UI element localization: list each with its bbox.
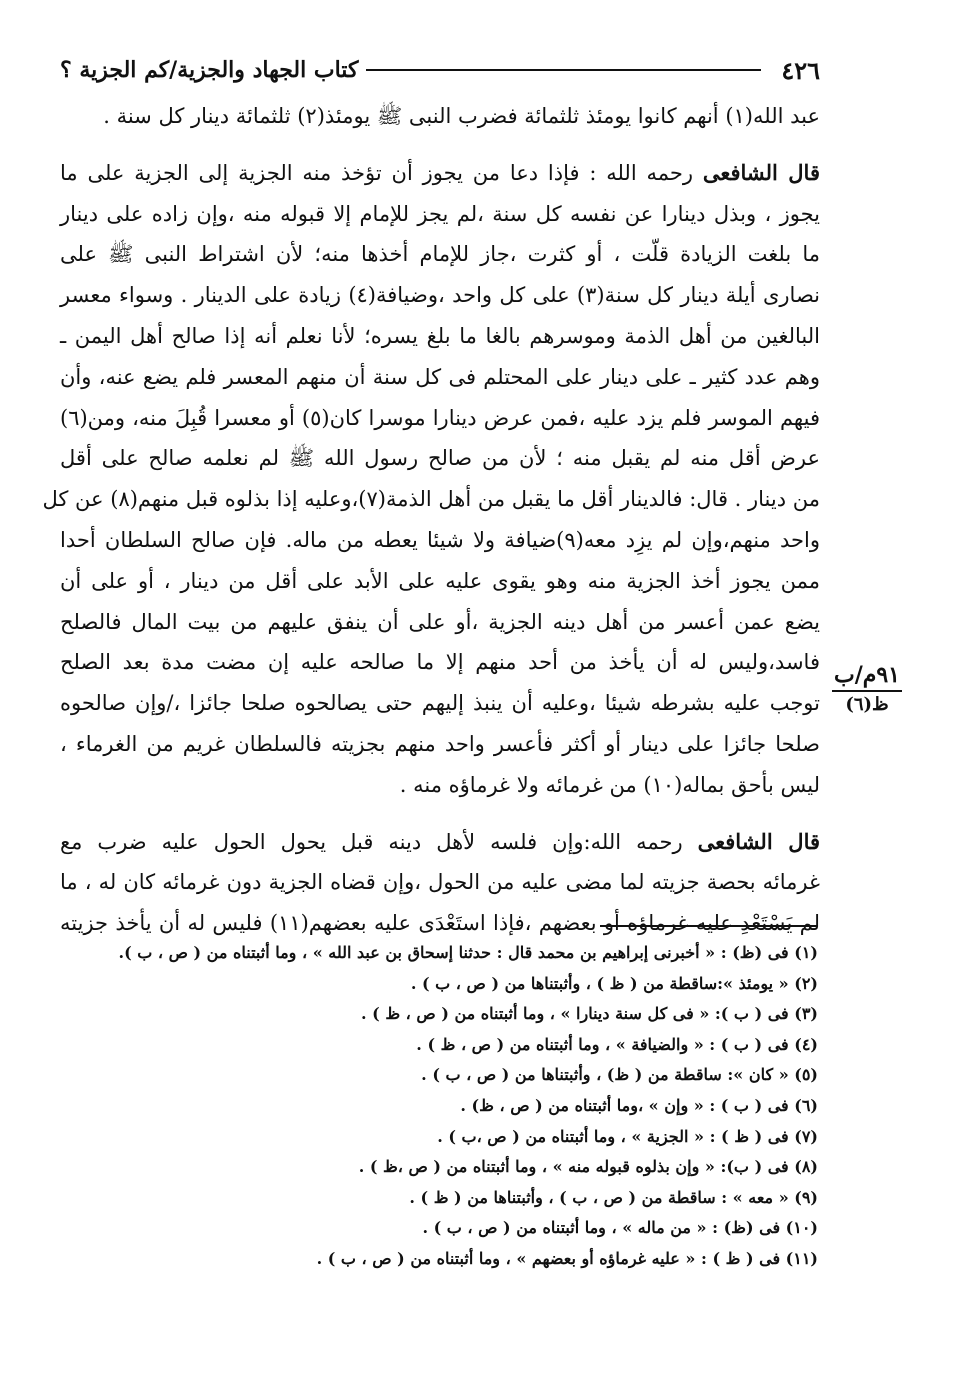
text-line: البالغين من أهل الذمة وموسرهم بالغا ما بلغ يسره؛ لأنا نعلم أنه إذا صالح أهل اليمن ـ bbox=[60, 323, 820, 348]
text-line: يجوز ، وبذل دينارا عن نفسه كل سنة ،لم يجز للإمام إلا قبوله منه ،وإن زاده على دينار bbox=[60, 201, 820, 226]
footnote: (٦) فى ( ب ) : « وإن » ،وما أثبتناه من ( ص ، ظ) . bbox=[460, 1095, 818, 1115]
text-fragment: رحمه الله:وإن فلسه لأهل دينه قبل يحول الحول عليه ضرب مع bbox=[60, 829, 683, 854]
running-title: كتاب الجهاد والجزية/كم الجزية ؟ bbox=[60, 57, 359, 83]
speaker-label: قال الشافعى bbox=[702, 159, 820, 185]
speaker-label: قال الشافعى bbox=[697, 828, 820, 854]
footnote: (٩) « معه » : ساقطة من ( ص ، ب ) ، وأثبتناها من ( ظ ) . bbox=[409, 1187, 818, 1207]
text-line: ممن يجوز أخذ الجزية منه وهو يقوى عليه على الأبد على أقل من دينار ، أو على أن bbox=[60, 568, 820, 593]
footnote: (٤) فى ( ب ) : « والضيافة » ، وما أثبتناه من ( ص ، ظ ) . bbox=[416, 1034, 818, 1054]
text-line: يضع عمن أعسر من أهل دينه الجزية ،أو على أن ينفق عليهم من بيت المال فالصلح bbox=[60, 609, 820, 634]
footnote: (٢) « يومئذ »:ساقطة من ( ظ ) ، وأثبتناها من ( ص ، ب ) . bbox=[410, 973, 818, 993]
text-line bbox=[60, 153, 820, 194]
text-line: نصارى أيلة دينار كل سنة(٣) على كل واحد ،وضيافة(٤) زيادة على الدينار . وسواء معسر bbox=[60, 283, 820, 308]
footnote: (٨) فى ( ب): « وإن بذلوه قبوله منه » ، وما أثبتناه من ( ص ،ظ ) . bbox=[358, 1157, 818, 1177]
text-line bbox=[60, 822, 820, 863]
text-line: فاسد،وليس له أن يأخذ من أحد منهم إلا ما صالحه عليه إن مضت مدة بعد الصلح bbox=[60, 650, 820, 675]
footnote: (١٠) فى (ظ) : « من ماله » ، وما أثبتناه من ( ص ، ب ) . bbox=[422, 1218, 818, 1238]
text-line: صلحا جائزا على دينار أو أكثر فأعسر واحد منهم بجزيته فالسلطان غريم من الغرماء ، bbox=[60, 731, 820, 756]
text-line: غرمائه بحصة جزيته لما مضى عليه من الحول ،وإن قضاه الجزية دون غرمائه كان له ، ما bbox=[60, 870, 820, 895]
text-line: من دينار . قال: فالدينار أقل ما يقبل من أهل الذمة(٧)،وعليه إذا بذلوه قبل منهم(٨) عن كل bbox=[42, 487, 820, 512]
text-line: واحد منهم،وإن لم يزِد معه(٩)ضيافة ولا شيئا يعطه من ماله. فإن صالح السلطان أحدا bbox=[60, 527, 821, 552]
footnotes bbox=[60, 938, 818, 1275]
paragraph-gap bbox=[60, 137, 820, 153]
footnote-separator bbox=[600, 925, 818, 927]
text-line: توجب عليه بشرطه شيئا ،وعليه أن ينبذ إليهم حتى يصالحوه صلحا جائزا ،/وإن صالحوه bbox=[60, 691, 820, 716]
main-text bbox=[42, 96, 821, 944]
text-line: عرض أقل منه لم يقبل منه ؛ لأن من صالح رسول الله ﷺ لم نعلمه صالح على أقل bbox=[60, 446, 820, 471]
text-fragment: رحمه الله : فإذا دعا من يجوز أن تؤخذ منه الجزية إلى الجزية على ما bbox=[60, 160, 693, 185]
text-line: ليس بأحق بماله(١٠) من غرمائه ولا غرماؤه منه . bbox=[399, 772, 820, 797]
footnote: (٥) « كان »: ساقطة من ( ظ) ، وأثبتناها من ( ص ، ب ) . bbox=[421, 1065, 818, 1085]
page-number: ٤٢٦ bbox=[781, 55, 820, 85]
footnote: (٧) فى ( ظ ) : « الجزية » ، وما أثبتناه من ( ص ،ب ) . bbox=[437, 1126, 818, 1146]
paragraph-gap bbox=[60, 806, 820, 822]
page-header bbox=[60, 50, 820, 90]
footnote: (١) فى (ظ) : « أخبرنى إبراهيم بن محمد قال : حدثنا إسحاق بن عبد الله » ، وما أثبتناه من ( ص ، ب ). bbox=[118, 943, 818, 962]
text-line: ما بلغت الزيادة قلّت ، أو كثرت ،جاز للإمام أخذها منه؛ لأن اشتراط النبى ﷺ على bbox=[60, 242, 820, 267]
footnote: (١١) فى ( ظ ) : « عليه غرماؤه أو بعضهم » ، وما أثبتناه من ( ص ، ب ) . bbox=[316, 1248, 818, 1268]
text-line: لم يَسْتَعْدِ عليه غرماؤه أو بعضهم ،فإذا استَعْدَى عليه بعضهم(١١) فليس له أن يأخذ جزيته bbox=[60, 911, 821, 936]
margin-note-page-ref: ظ(٦) bbox=[845, 694, 889, 715]
header-rule bbox=[366, 69, 761, 71]
margin-note-manuscript-ref: ٩١م/ب bbox=[832, 662, 902, 692]
text-line: وهم عدد كثير ـ على دينار على المحتلم فى كل سنة أن منهم المعسر فلم يضع عنه، وأن bbox=[60, 364, 820, 389]
footnote: (٣) فى ( ب ): « فى كل سنة دينارا » ، وما أثبتناه من ( ص ، ظ ) . bbox=[361, 1004, 818, 1024]
text-line: عبد الله(١) أنهم كانوا يومئذ ثلثمائة فضرب النبى ﷺ يومئذ(٢) ثلثمائة دينار كل سنة . bbox=[103, 104, 820, 128]
text-line: فيهم الموسر فلم يزد عليه ،فمن عرض دينارا موسرا كان(٥) أو معسرا قُبِلَ منه، ومن(٦) bbox=[60, 405, 820, 430]
margin-note bbox=[832, 662, 902, 715]
